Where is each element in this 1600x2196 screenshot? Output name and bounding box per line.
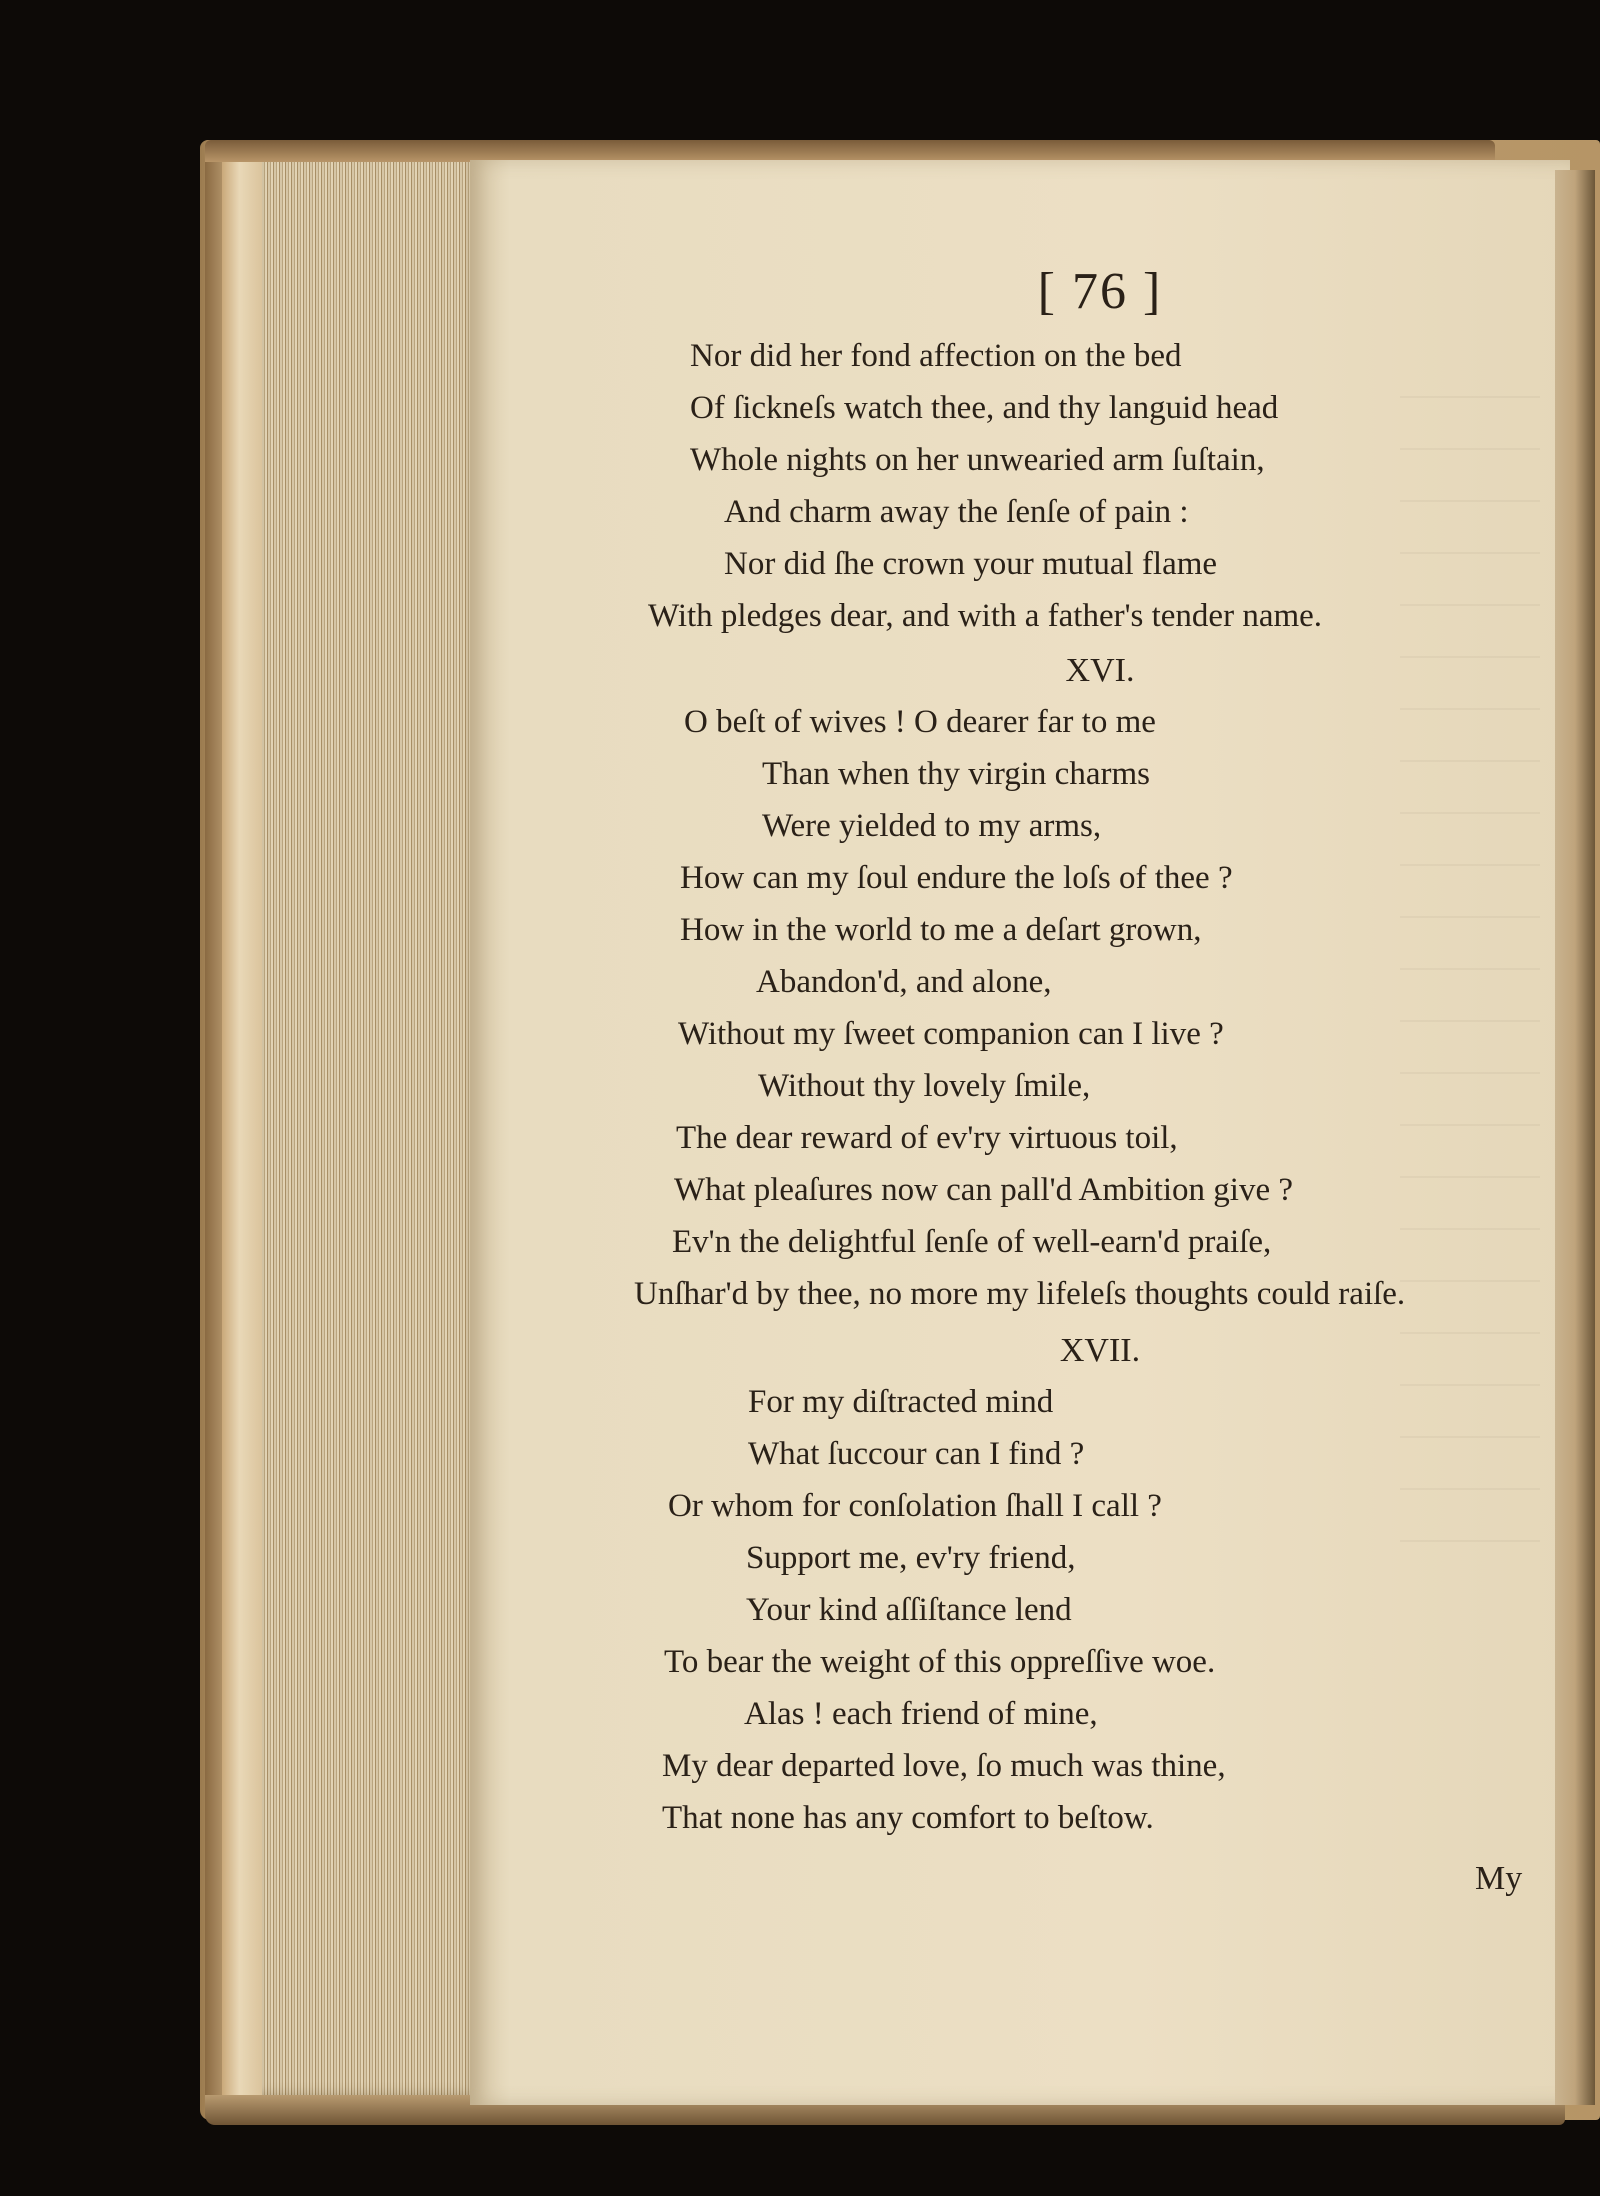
poem-line: How in the world to me a deſart grown, xyxy=(680,912,1202,948)
poem-line: Nor did her fond affection on the bed xyxy=(690,338,1182,374)
poem-line: That none has any comfort to beſtow. xyxy=(662,1800,1154,1836)
book-top-rim xyxy=(205,140,1495,162)
poem-line: Support me, ev'ry friend, xyxy=(746,1540,1076,1576)
catchword: My xyxy=(1475,1860,1523,1897)
page-number: [ 76 ] xyxy=(1037,263,1163,320)
poem-line: My dear departed love, ſo much was thine, xyxy=(662,1748,1226,1784)
poem-line: Without my ſweet companion can I live ? xyxy=(678,1016,1224,1052)
stanza-title: XVI. xyxy=(1065,652,1135,689)
poem-line: Abandon'd, and alone, xyxy=(756,964,1052,1000)
poem-line: What ſuccour can I find ? xyxy=(748,1436,1085,1472)
stanza-title: XVII. xyxy=(1059,1332,1141,1369)
poem-line: For my diſtracted mind xyxy=(748,1384,1054,1420)
poem-line: Without thy lovely ſmile, xyxy=(758,1068,1091,1104)
poem-line: Than when thy virgin charms xyxy=(762,756,1150,792)
poem-line: To bear the weight of this oppreſſive woe. xyxy=(664,1644,1216,1680)
poem-line: How can my ſoul endure the loſs of thee ? xyxy=(680,860,1233,896)
page-right-edge xyxy=(1555,170,1595,2105)
page-edges xyxy=(262,150,482,2095)
poem-line: The dear reward of ev'ry virtuous toil, xyxy=(676,1120,1178,1156)
show-through xyxy=(1400,360,1540,1560)
poem-line: Ev'n the delightful ſenſe of well-earn'd praiſe, xyxy=(672,1224,1272,1260)
poem-line: Your kind aſſiſtance lend xyxy=(746,1592,1072,1628)
poem-line: Unſhar'd by thee, no more my lifeleſs thoughts could raiſe. xyxy=(634,1276,1406,1312)
poem-line: Were yielded to my arms, xyxy=(762,808,1102,844)
poem-line: Of ſickneſs watch thee, and thy languid head xyxy=(690,390,1279,426)
poem-line: Or whom for conſolation ſhall I call ? xyxy=(668,1488,1162,1524)
poem-line: O beſt of wives ! O dearer far to me xyxy=(684,704,1156,740)
poem-line: With pledges dear, and with a father's tender name. xyxy=(648,598,1323,634)
poem-line: And charm away the ſenſe of pain : xyxy=(724,494,1189,530)
poem-line: Nor did ſhe crown your mutual flame xyxy=(724,546,1218,582)
page-block-left xyxy=(222,150,266,2100)
poem-line: Alas ! each friend of mine, xyxy=(744,1696,1098,1732)
poem-line: What pleaſures now can pall'd Ambition give ? xyxy=(674,1172,1294,1208)
poem-line: Whole nights on her unwearied arm ſuſtain, xyxy=(690,442,1265,478)
